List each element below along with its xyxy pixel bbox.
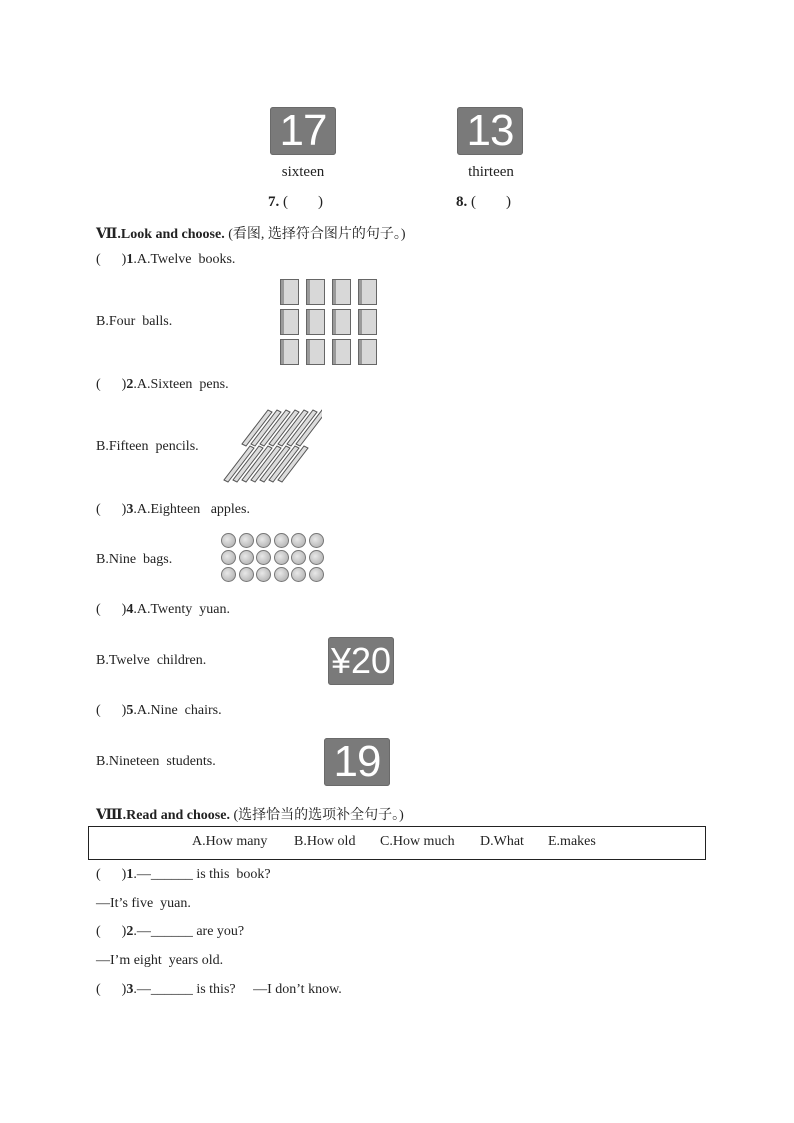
question-number: 3 <box>126 982 134 997</box>
question-text: 3.—______ is this? —I don’t know. <box>126 982 342 997</box>
apples-icon <box>221 533 326 582</box>
book-icon <box>332 309 351 335</box>
apple-icon <box>256 550 271 565</box>
book-icon <box>306 339 325 365</box>
apple-icon <box>274 567 289 582</box>
book-icon <box>332 279 351 305</box>
section-subtitle: (看图, 选择符合图片的句子。) <box>228 227 406 242</box>
number-word-thirteen: thirteen <box>468 164 514 180</box>
section-numeral: Ⅶ. <box>96 227 121 242</box>
apple-icon <box>291 533 306 548</box>
books-icon <box>280 279 379 365</box>
question-8-2-answer: —I’m eight years old. <box>96 953 224 968</box>
book-icon <box>358 279 377 305</box>
section-7-heading <box>96 223 406 243</box>
item-label: 7. <box>268 194 280 210</box>
question-8-3: ( )3.—______ is this? —I don’t know. <box>96 982 342 997</box>
section-numeral: Ⅷ. <box>96 808 127 823</box>
option-a-text: .A.Eighteen apples. <box>133 502 250 517</box>
section-subtitle: (选择恰当的选项补全句子。) <box>233 808 404 823</box>
book-icon <box>358 309 377 335</box>
option-a-text: .A.Twenty yuan. <box>133 602 230 617</box>
item-8 <box>456 190 511 211</box>
section-title: Look and choose. <box>120 227 225 242</box>
option-e: E.makes <box>548 834 596 849</box>
book-icon <box>332 339 351 365</box>
question-8-1: ( )1.—______ is this book? <box>96 867 271 882</box>
question-1-option-b: B.Four balls. <box>96 314 173 329</box>
options-box <box>88 826 706 860</box>
apple-icon <box>309 550 324 565</box>
option-a-text: .A.Sixteen pens. <box>133 377 229 392</box>
book-icon <box>280 279 299 305</box>
question-4-option-b: B.Twelve children. <box>96 653 207 668</box>
section-title: Read and choose. <box>126 808 230 823</box>
question-3-option-a: ( )3.A.Eighteen apples. <box>96 502 250 517</box>
apple-icon <box>274 550 289 565</box>
book-icon <box>306 309 325 335</box>
question-number: 3 <box>126 502 134 517</box>
apple-icon <box>239 533 254 548</box>
number-word-sixteen: sixteen <box>281 164 325 180</box>
question-number: 2 <box>126 377 134 392</box>
question-number: 1 <box>126 252 134 267</box>
yuan-card: ¥20 <box>328 637 394 685</box>
question-2-option-b: B.Fifteen pencils. <box>96 439 199 454</box>
apple-icon <box>221 567 236 582</box>
apple-icon <box>274 533 289 548</box>
question-2-option-a: ( )2.A.Sixteen pens. <box>96 377 229 392</box>
option-b: B.How old <box>294 834 356 849</box>
apple-icon <box>309 567 324 582</box>
apple-icon <box>256 567 271 582</box>
question-number: 1 <box>126 867 134 882</box>
question-8-2: ( )2.—______ are you? <box>96 924 245 939</box>
book-icon <box>306 279 325 305</box>
book-icon <box>358 339 377 365</box>
option-c: C.How much <box>380 834 455 849</box>
option-a-text: .A.Nine chairs. <box>133 703 222 718</box>
option-a-text: .A.Twelve books. <box>133 252 236 267</box>
apple-icon <box>291 567 306 582</box>
question-1-option-a: ( )1.A.Twelve books. <box>96 252 236 267</box>
option-a: A.How many <box>192 834 268 849</box>
option-d: D.What <box>480 834 524 849</box>
apple-icon <box>309 533 324 548</box>
number-card-13: 13 <box>457 107 523 155</box>
apple-icon <box>221 533 236 548</box>
question-8-1-answer: —It’s five yuan. <box>96 896 191 911</box>
section-8-heading <box>96 804 404 824</box>
apple-icon <box>256 533 271 548</box>
question-5-option-b: B.Nineteen students. <box>96 754 216 769</box>
number-card-19: 19 <box>324 738 390 786</box>
question-text: 2.—______ are you? <box>126 924 245 939</box>
answer-bracket[interactable]: ( ) <box>283 194 323 210</box>
apple-icon <box>221 550 236 565</box>
pencils-icon <box>222 408 322 483</box>
book-icon <box>280 339 299 365</box>
item-7 <box>268 190 323 211</box>
question-3-option-b: B.Nine bags. <box>96 552 173 567</box>
question-text: 1.—______ is this book? <box>126 867 271 882</box>
apple-icon <box>239 567 254 582</box>
number-card-17: 17 <box>270 107 336 155</box>
question-4-option-a: ( )4.A.Twenty yuan. <box>96 602 230 617</box>
question-number: 4 <box>126 602 134 617</box>
question-5-option-a: ( )5.A.Nine chairs. <box>96 703 222 718</box>
answer-bracket[interactable]: ( ) <box>471 194 511 210</box>
question-number: 5 <box>126 703 134 718</box>
item-label: 8. <box>456 194 468 210</box>
question-number: 2 <box>126 924 134 939</box>
apple-icon <box>291 550 306 565</box>
apple-icon <box>239 550 254 565</box>
book-icon <box>280 309 299 335</box>
